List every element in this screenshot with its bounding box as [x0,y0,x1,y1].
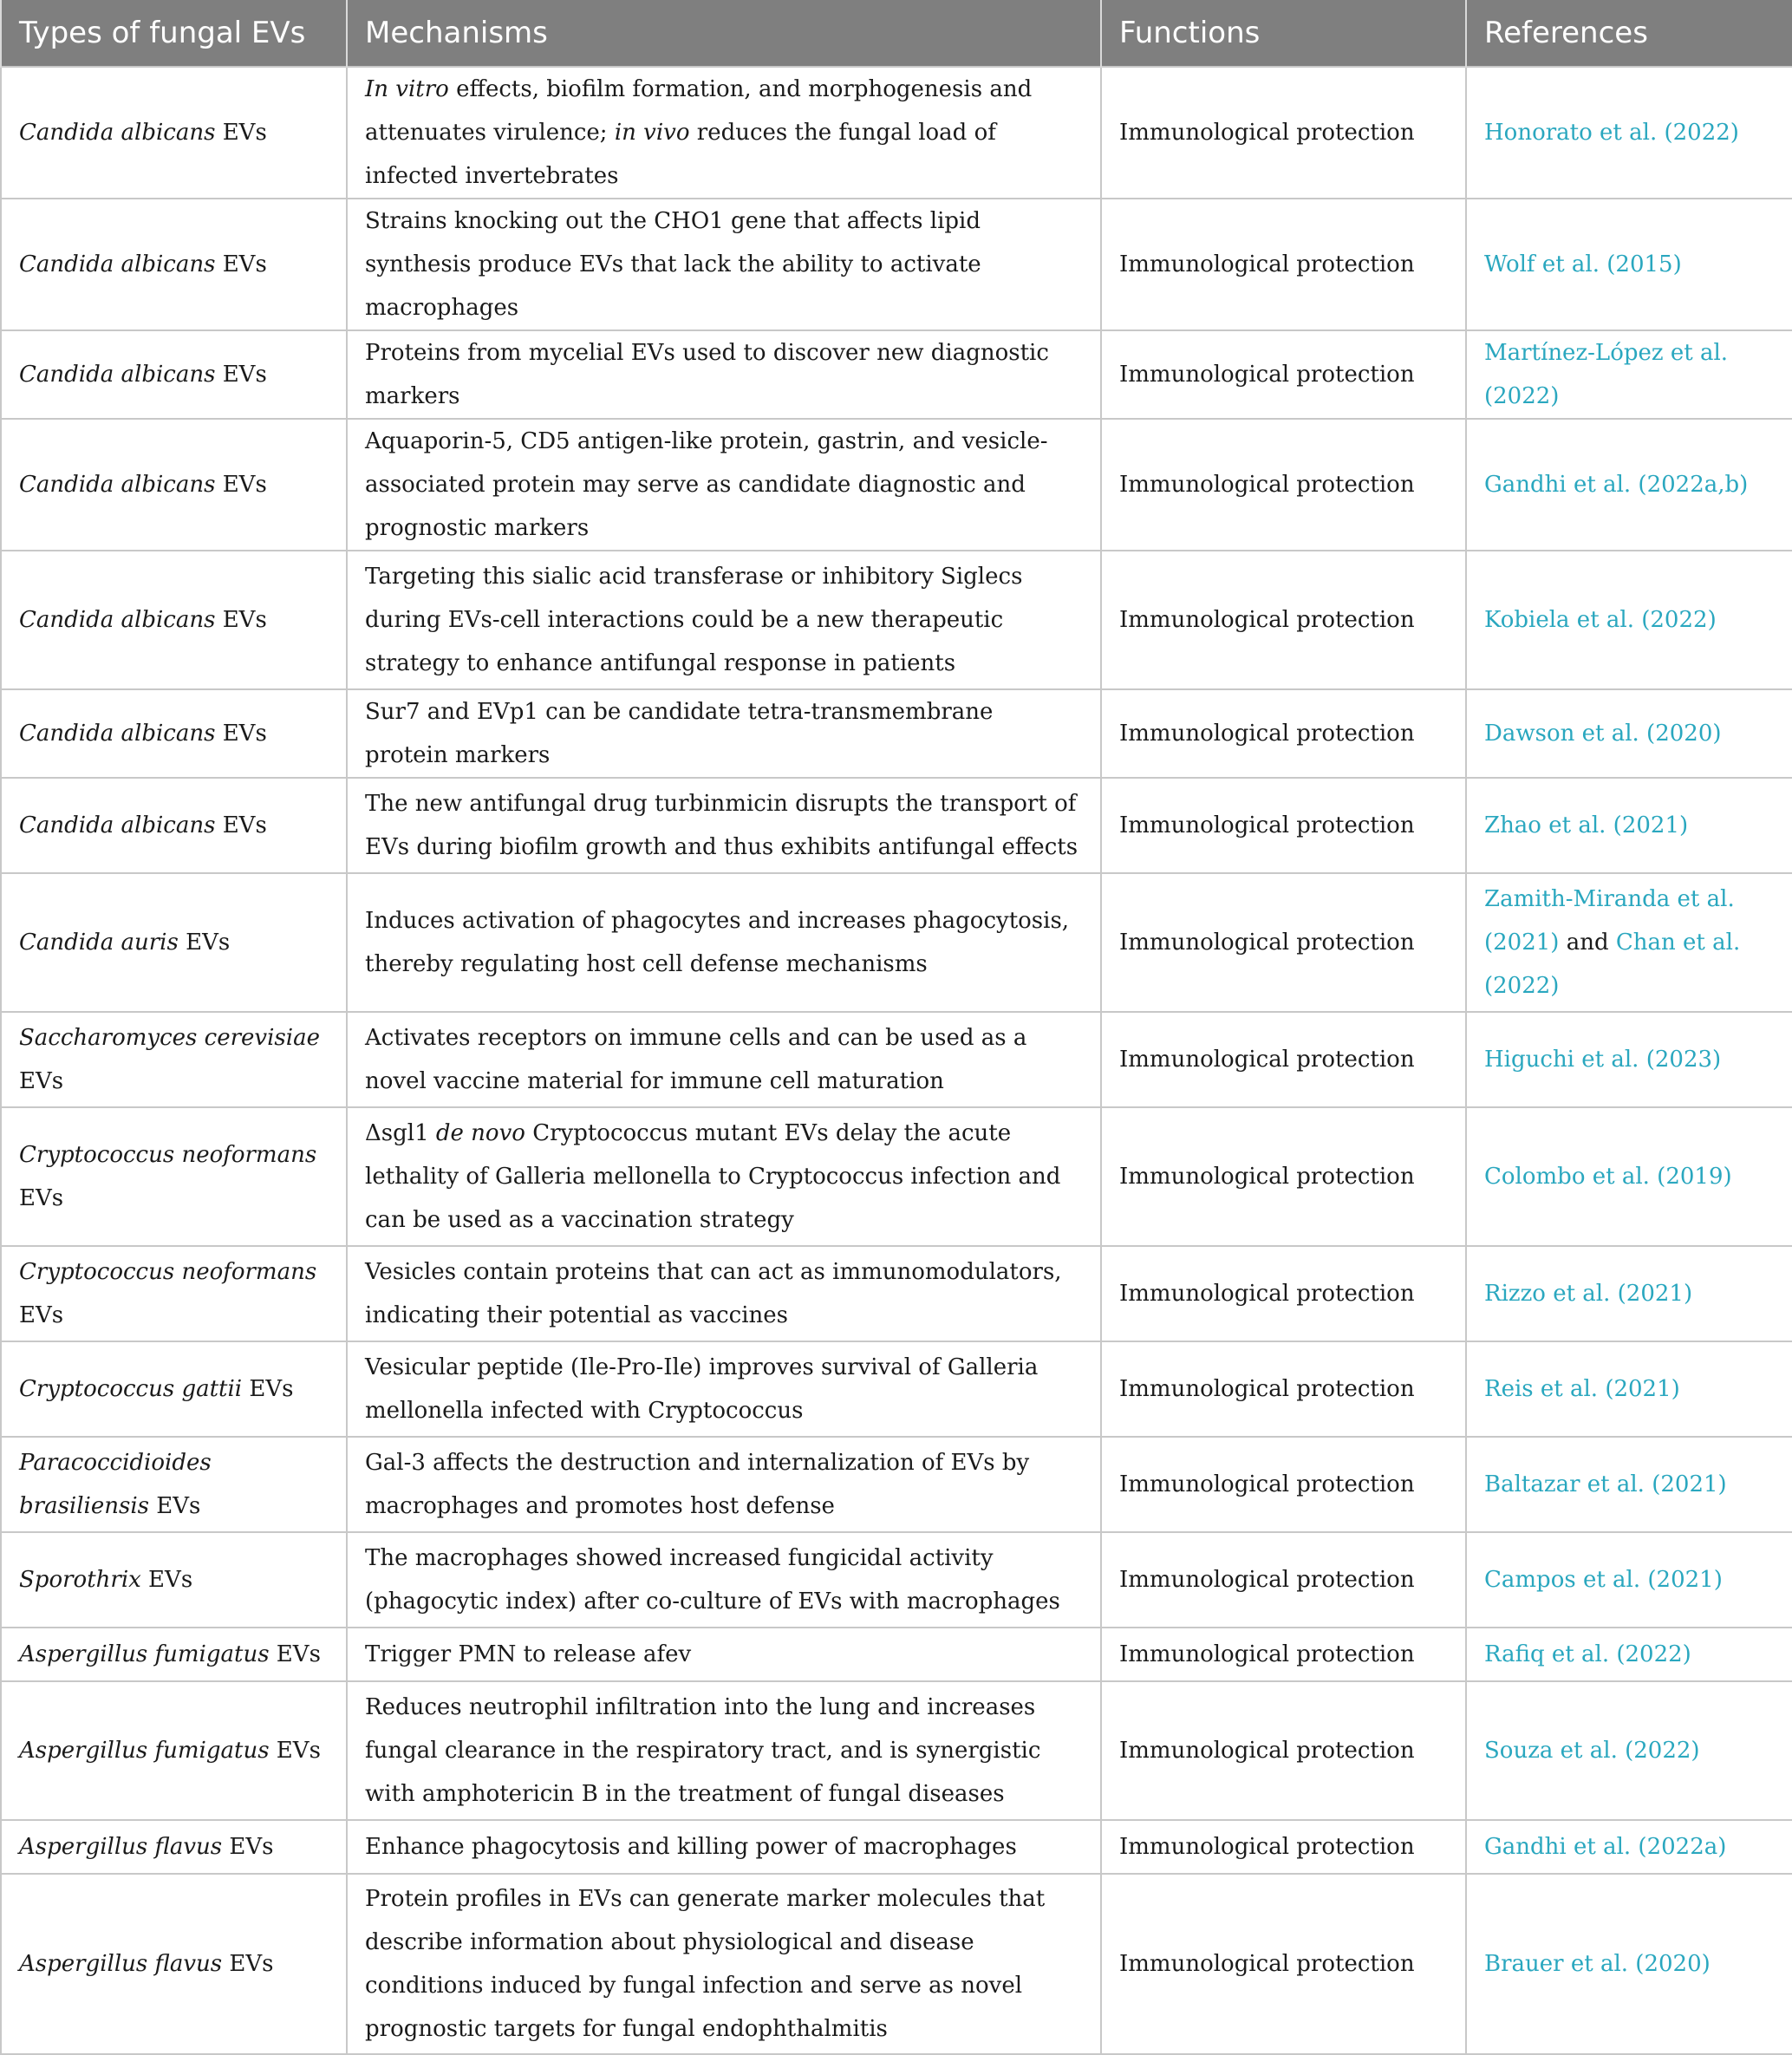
header-types: Types of fungal EVs [1,0,347,67]
mechanism-text: Activates receptors on immune cells and can be used as a novel vaccine material for immune cell maturation [365,1025,1027,1094]
species-name: Aspergillus flavus [19,1834,223,1860]
cell-function: Immunological protection [1101,1107,1466,1246]
reference-link[interactable]: Colombo et al. (2019) [1484,1164,1732,1190]
type-suffix: EVs [149,1493,201,1519]
type-suffix: EVs [215,812,267,838]
type-suffix: EVs [215,251,267,277]
reference-link[interactable]: Souza et al. (2022) [1484,1738,1700,1764]
mechanism-text: Sur7 and EVp1 can be candidate tetra-transmembrane protein markers [365,699,994,768]
reference-link[interactable]: Wolf et al. (2015) [1484,251,1682,277]
cell-mechanism [347,1681,1101,1820]
cell-function: Immunological protection [1101,330,1466,419]
species-name: Aspergillus fumigatus [19,1738,270,1764]
cell-reference [1466,689,1792,778]
cell-function: Immunological protection [1101,873,1466,1012]
cell-mechanism [347,1012,1101,1107]
cell-mechanism [347,873,1101,1012]
mechanism-text: Proteins from mycelial EVs used to discover new diagnostic markers [365,340,1049,409]
species-name: Candida albicans [19,120,216,146]
cell-reference [1466,1437,1792,1532]
cell-reference [1466,1012,1792,1107]
table-row [1,419,1792,551]
cell-reference [1466,778,1792,873]
cell-type [1,1246,347,1341]
cell-function: Immunological protection [1101,1681,1466,1820]
table-row [1,1874,1792,2054]
cell-function: Immunological protection [1101,199,1466,330]
species-name: Candida albicans [19,472,216,498]
cell-function: Immunological protection [1101,419,1466,551]
table-row [1,551,1792,689]
reference-link[interactable]: Rafiq et al. (2022) [1484,1641,1691,1667]
type-suffix: EVs [215,607,267,633]
reference-link[interactable]: Gandhi et al. (2022a,b) [1484,472,1749,498]
cell-reference [1466,1681,1792,1820]
cell-type [1,1820,347,1874]
table-row [1,1820,1792,1874]
cell-function: Immunological protection [1101,67,1466,199]
cell-function: Immunological protection [1101,1874,1466,2054]
table-row [1,778,1792,873]
type-suffix: EVs [222,1834,274,1860]
cell-reference [1466,1628,1792,1681]
mechanism-text: effects, biofilm formation, and morphogenesis and attenuates virulence; [365,76,1033,146]
reference-conjunction: and [1559,930,1616,956]
mechanism-text: Trigger PMN to release afev [365,1641,692,1667]
species-name: Aspergillus fumigatus [19,1641,270,1667]
reference-link[interactable]: Brauer et al. (2020) [1484,1951,1711,1977]
cell-type [1,67,347,199]
type-suffix: EVs [215,362,267,388]
header-functions: Functions [1101,0,1466,67]
mechanism-text: Gal-3 affects the destruction and internalization of EVs by macrophages and promotes host defense [365,1450,1030,1519]
cell-reference [1466,1532,1792,1628]
cell-mechanism [347,419,1101,551]
reference-link[interactable]: Baltazar et al. (2021) [1484,1471,1727,1497]
mechanism-text: The macrophages showed increased fungicidal activity (phagocytic index) after co-culture of EVs with macrophages [365,1545,1060,1615]
species-name: Cryptococcus gattii [19,1376,243,1402]
species-name: Candida albicans [19,251,216,277]
reference-link[interactable]: Zhao et al. (2021) [1484,812,1689,838]
cell-mechanism [347,1246,1101,1341]
cell-mechanism [347,1820,1101,1874]
cell-reference [1466,873,1792,1012]
reference-link[interactable]: Kobiela et al. (2022) [1484,607,1717,633]
cell-reference [1466,1107,1792,1246]
reference-link[interactable]: Honorato et al. (2022) [1484,120,1739,146]
cell-function: Immunological protection [1101,1437,1466,1532]
mechanism-text: The new antifungal drug turbinmicin disrupts the transport of EVs during biofilm growth and thus exhibits antifungal effects [365,791,1078,860]
species-name: Aspergillus flavus [19,1951,223,1977]
cell-reference [1466,551,1792,689]
header-mechanisms: Mechanisms [347,0,1101,67]
cell-reference [1466,330,1792,419]
cell-mechanism [347,1628,1101,1681]
table-row [1,1341,1792,1437]
type-suffix: EVs [215,721,267,747]
table-row [1,1246,1792,1341]
reference-link[interactable]: Campos et al. (2021) [1484,1567,1723,1593]
cell-reference [1466,419,1792,551]
type-suffix: EVs [140,1567,193,1593]
cell-reference [1466,1246,1792,1341]
cell-mechanism [347,1341,1101,1437]
reference-link[interactable]: Dawson et al. (2020) [1484,721,1722,747]
mechanism-text: Induces activation of phagocytes and increases phagocytosis, thereby regulating host cell defense mechanisms [365,908,1070,977]
table-row [1,1532,1792,1628]
table-row [1,199,1792,330]
table-body [1,67,1792,2054]
table-row [1,1107,1792,1246]
mechanism-text: Protein profiles in EVs can generate marker molecules that describe information about physiological and disease conditions induced by fungal infection and serve as novel prognostic targets for fungal endophthalmitis [365,1886,1046,2042]
cell-mechanism [347,199,1101,330]
cell-function: Immunological protection [1101,778,1466,873]
cell-type [1,1681,347,1820]
cell-type [1,1341,347,1437]
cell-mechanism [347,778,1101,873]
mechanism-text: Enhance phagocytosis and killing power of macrophages [365,1834,1017,1860]
mechanism-text: Δsgl1 [365,1120,436,1146]
species-name: Candida albicans [19,607,216,633]
mechanism-text: Strains knocking out the CHO1 gene that affects lipid synthesis produce EVs that lack the ability to activate macrophages [365,208,981,321]
type-suffix: EVs [215,472,267,498]
mechanism-text: Cryptococcus mutant EVs delay the acute lethality of Galleria mellonella to Cryptococcus infection and can be used as a vaccination strategy [365,1120,1061,1233]
cell-type [1,199,347,330]
cell-reference [1466,1874,1792,2054]
cell-type [1,551,347,689]
mechanism-text: Aquaporin-5, CD5 antigen-like protein, gastrin, and vesicle-associated protein may serve as candidate diagnostic and prognostic markers [365,428,1048,541]
mechanism-text: Targeting this sialic acid transferase or inhibitory Siglecs during EVs-cell interactions could be a new therapeutic strategy to enhance antifungal response in patients [365,564,1023,676]
species-name: Sporothrix [19,1567,141,1593]
cell-type [1,1107,347,1246]
mechanism-text: in vivo [614,120,690,146]
type-suffix: EVs [19,1185,64,1211]
mechanism-text: Vesicles contain proteins that can act as immunomodulators, indicating their potential as vaccines [365,1259,1062,1328]
cell-function: Immunological protection [1101,551,1466,689]
type-suffix: EVs [269,1738,321,1764]
cell-function: Immunological protection [1101,1246,1466,1341]
mechanism-text: Reduces neutrophil infiltration into the lung and increases fungal clearance in the respiratory tract, and is synergistic with amphotericin B in the treatment of fungal diseases [365,1694,1041,1807]
cell-mechanism [347,1532,1101,1628]
cell-reference [1466,1341,1792,1437]
cell-mechanism [347,551,1101,689]
table-row [1,1681,1792,1820]
cell-function: Immunological protection [1101,1820,1466,1874]
mechanism-text: In vitro [365,76,449,102]
cell-type [1,1532,347,1628]
mechanism-text: reduces the fungal load of infected invertebrates [365,120,996,189]
reference-link[interactable]: Zamith-Miranda et al. (2021) [1484,886,1735,956]
cell-mechanism [347,67,1101,199]
type-suffix: EVs [242,1376,294,1402]
cell-mechanism [347,1874,1101,2054]
species-name: Candida auris [19,930,179,956]
species-name: Cryptococcus neoformans [19,1259,317,1285]
cell-type [1,330,347,419]
table-row [1,1628,1792,1681]
cell-mechanism [347,330,1101,419]
type-suffix: EVs [19,1068,64,1094]
cell-reference [1466,199,1792,330]
cell-type [1,1628,347,1681]
cell-type [1,873,347,1012]
type-suffix: EVs [215,120,267,146]
cell-function: Immunological protection [1101,689,1466,778]
cell-type [1,419,347,551]
cell-type [1,689,347,778]
species-name: Cryptococcus neoformans [19,1142,317,1168]
species-name: Candida albicans [19,721,216,747]
species-name: Candida albicans [19,812,216,838]
type-suffix: EVs [269,1641,321,1667]
cell-type [1,1874,347,2054]
reference-link[interactable]: Chan et al. (2022) [1484,930,1741,999]
species-name: Candida albicans [19,362,216,388]
type-suffix: EVs [222,1951,274,1977]
cell-type [1,1012,347,1107]
cell-mechanism [347,689,1101,778]
cell-function: Immunological protection [1101,1628,1466,1681]
cell-type [1,778,347,873]
type-suffix: EVs [178,930,231,956]
cell-mechanism [347,1437,1101,1532]
table-row [1,67,1792,199]
table-row [1,1437,1792,1532]
table-row [1,873,1792,1012]
mechanism-text: de novo [435,1120,525,1146]
reference-link[interactable]: Rizzo et al. (2021) [1484,1281,1693,1307]
mechanism-text: Vesicular peptide (Ile-Pro-Ile) improves survival of Galleria mellonella infected with Cryptococcus [365,1354,1039,1424]
cell-function: Immunological protection [1101,1532,1466,1628]
cell-function: Immunological protection [1101,1012,1466,1107]
type-suffix: EVs [19,1302,64,1328]
header-references: References [1466,0,1792,67]
table-row [1,689,1792,778]
cell-reference [1466,67,1792,199]
reference-link[interactable]: Gandhi et al. (2022a) [1484,1834,1727,1860]
species-name: Saccharomyces cerevisiae [19,1025,320,1051]
species-name: Paracoccidioides brasiliensis [19,1450,212,1519]
cell-type [1,1437,347,1532]
table-row [1,330,1792,419]
cell-reference [1466,1820,1792,1874]
header-row [1,0,1792,67]
table-row [1,1012,1792,1107]
reference-link[interactable]: Martínez-López et al. (2022) [1484,340,1729,409]
reference-link[interactable]: Higuchi et al. (2023) [1484,1047,1722,1073]
table-header [1,0,1792,67]
cell-mechanism [347,1107,1101,1246]
reference-link[interactable]: Reis et al. (2021) [1484,1376,1680,1402]
cell-function: Immunological protection [1101,1341,1466,1437]
